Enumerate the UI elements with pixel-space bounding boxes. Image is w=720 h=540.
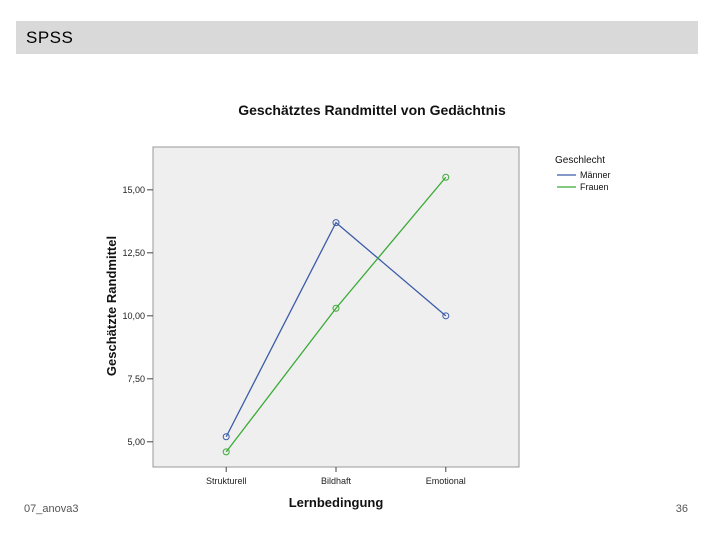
page-number: 36	[675, 503, 688, 515]
y-tick-label: 15,00	[122, 184, 145, 195]
legend-label: Männer	[580, 170, 611, 180]
legend	[555, 155, 611, 192]
y-axis-label: Geschätzte Randmittel	[104, 235, 119, 377]
x-tick-label: Bildhaft	[320, 476, 352, 486]
x-axis	[206, 467, 466, 486]
footer-source: 07_anova3	[24, 503, 79, 515]
legend-label: Frauen	[580, 182, 609, 192]
x-tick-label: Strukturell	[205, 476, 247, 486]
x-tick-label: Emotional	[425, 476, 466, 486]
y-axis	[122, 185, 153, 447]
legend-title: Geschlecht	[555, 155, 606, 166]
plot-area	[153, 147, 519, 467]
x-axis-label: Lernbedingung	[288, 495, 384, 510]
y-tick-label: 10,00	[122, 310, 145, 321]
y-tick-label: 5,00	[127, 436, 145, 447]
chart-title: Geschätztes Randmittel von Gedächtnis	[238, 102, 506, 118]
slide-title: SPSS	[26, 28, 74, 47]
y-tick-label: 7,50	[127, 373, 145, 384]
y-tick-label: 12,50	[122, 247, 145, 258]
